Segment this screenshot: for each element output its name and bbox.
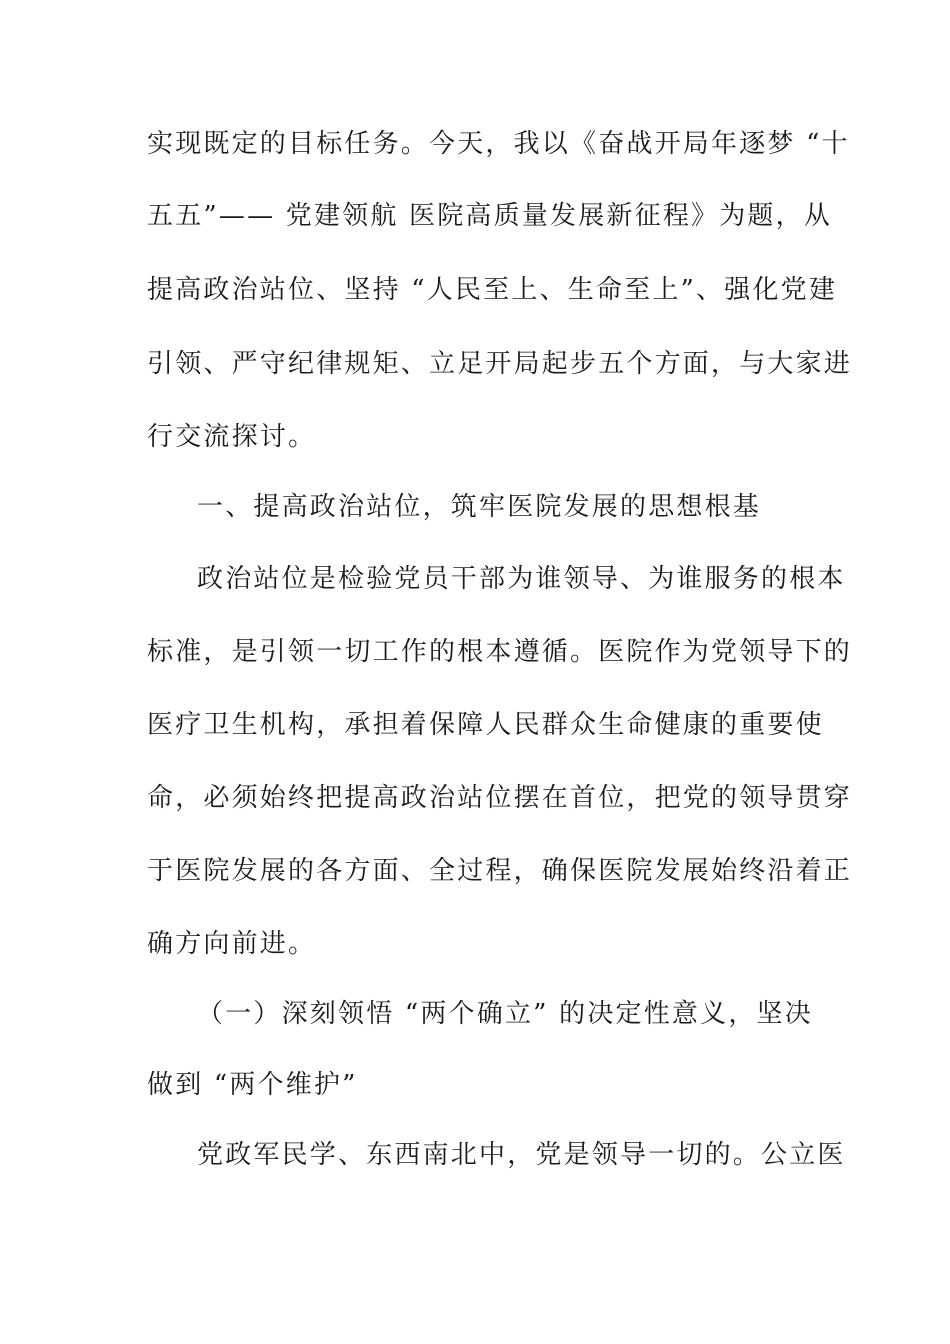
body-text-line: 实现既定的目标任务。今天，我以《奋战开局年逐梦 “十 <box>147 129 850 159</box>
body-text-line: 党政军民学、东西南北中，党是领导一切的。公立医 <box>197 1140 846 1170</box>
body-text-line: 标准，是引领一切工作的根本遵循。医院作为党领导下的 <box>147 637 853 667</box>
body-text-line: 五五”—— 党建领航 医院高质量发展新征程》为题，从 <box>147 201 833 231</box>
subsection-heading-continued: 做到 “两个维护” <box>147 1070 358 1100</box>
body-text-line: 于医院发展的各方面、全过程，确保医院发展始终沿着正 <box>147 856 853 886</box>
body-text-line: 命，必须始终把提高政治站位摆在首位，把党的领导贯穿 <box>147 783 853 813</box>
body-text-line: 行交流探讨。 <box>147 422 317 452</box>
subsection-heading: （一）深刻领悟 “两个确立” 的决定性意义，坚决 <box>197 999 813 1029</box>
body-text-line: 引领、严守纪律规矩、立足开局起步五个方面，与大家进 <box>147 349 853 379</box>
body-text-line: 确方向前进。 <box>147 929 317 959</box>
body-text-line: 医疗卫生机构，承担着保障人民群众生命健康的重要使 <box>147 710 824 740</box>
body-text-line: 政治站位是检验党员干部为谁领导、为谁服务的根本 <box>197 564 846 594</box>
body-text-line: 提高政治站位、坚持 “人民至上、生命至上”、强化党建 <box>147 275 838 305</box>
section-heading: 一、提高政治站位，筑牢医院发展的思想根基 <box>197 492 762 522</box>
